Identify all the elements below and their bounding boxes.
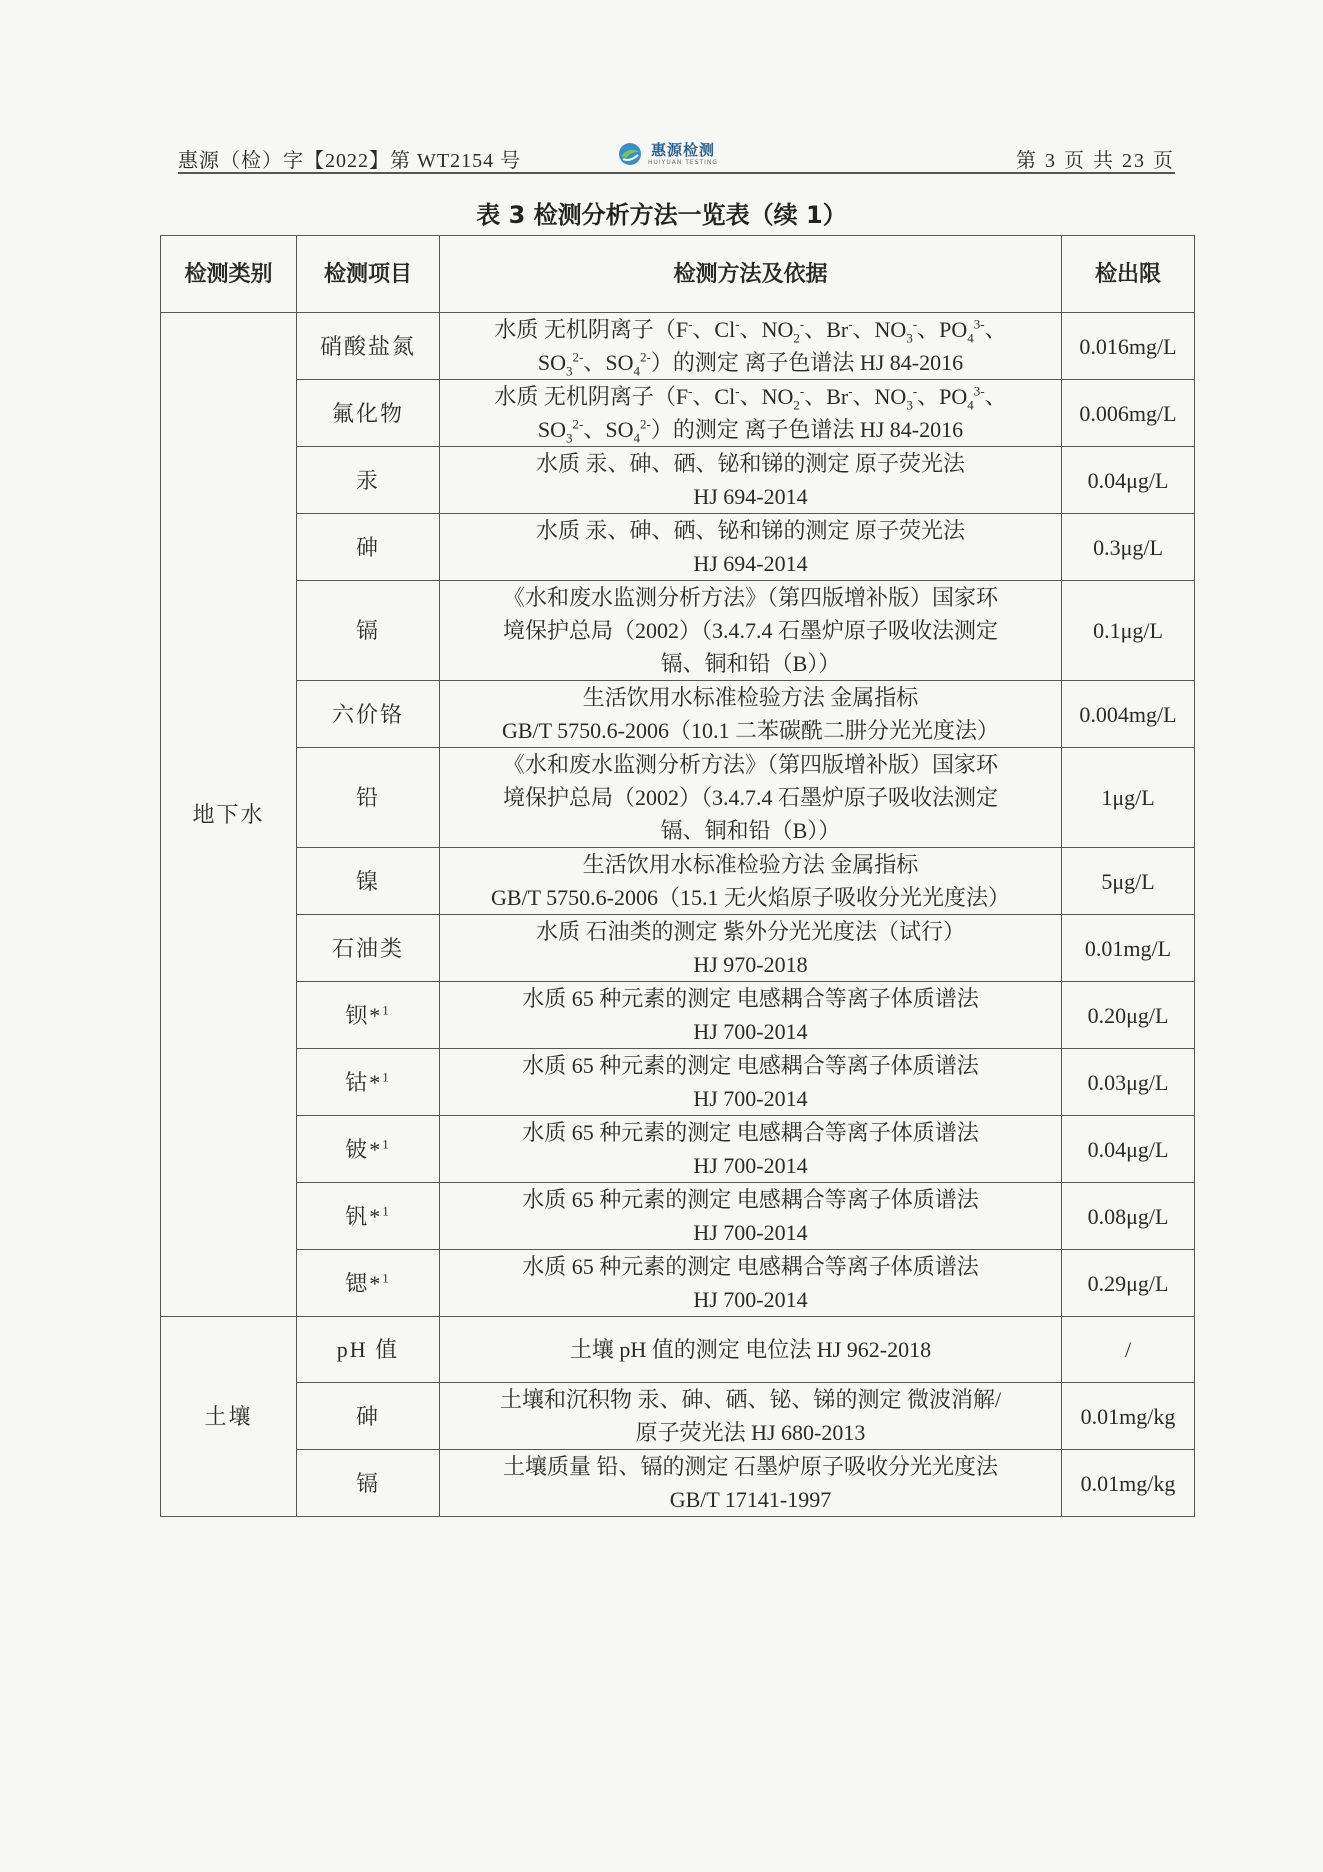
method-cell: 水质 65 种元素的测定 电感耦合等离子体质谱法 HJ 700-2014 xyxy=(440,1116,1062,1183)
methods-table xyxy=(160,235,1195,1517)
method-cell: 《水和废水监测分析方法》（第四版增补版）国家环 境保护总局（2002）（3.4.7.4 石墨炉原子吸收法测定 镉、铜和铅（B）） xyxy=(440,581,1062,681)
limit-cell: 5μg/L xyxy=(1062,848,1195,915)
table-row xyxy=(161,748,1195,848)
table-row xyxy=(161,1183,1195,1250)
method-cell: 水质 65 种元素的测定 电感耦合等离子体质谱法 HJ 700-2014 xyxy=(440,1183,1062,1250)
limit-cell: 0.01mg/L xyxy=(1062,915,1195,982)
method-cell: 土壤 pH 值的测定 电位法 HJ 962-2018 xyxy=(440,1317,1062,1383)
item-cell: 钒*$^1$ xyxy=(297,1183,440,1250)
method-cell: 水质 65 种元素的测定 电感耦合等离子体质谱法 HJ 700-2014 xyxy=(440,1250,1062,1317)
item-cell: 镉 xyxy=(297,1450,440,1517)
method-cell: 水质 无机阴离子（F-、Cl-、$NO_2^-$、Br-、$NO_3^-$、$PO_4^{3-}$、 $SO_3^{2-}$、$SO_4^{2-}$）的测定 离子色谱法 HJ 84-2016 xyxy=(440,313,1062,380)
limit-cell: 0.04μg/L xyxy=(1062,447,1195,514)
table-row xyxy=(161,982,1195,1049)
table-row xyxy=(161,380,1195,447)
table-row xyxy=(161,915,1195,982)
method-cell: 土壤和沉积物 汞、砷、硒、铋、锑的测定 微波消解/ 原子荧光法 HJ 680-2013 xyxy=(440,1383,1062,1450)
limit-cell: 0.1μg/L xyxy=(1062,581,1195,681)
limit-cell: 0.01mg/kg xyxy=(1062,1450,1195,1517)
header-item: 检测项目 xyxy=(297,236,440,313)
item-cell: 氟化物 xyxy=(297,380,440,447)
table-body xyxy=(161,313,1195,1517)
method-cell: 水质 汞、砷、硒、铋和锑的测定 原子荧光法 HJ 694-2014 xyxy=(440,447,1062,514)
item-cell: 锶*$^1$ xyxy=(297,1250,440,1317)
item-cell: 砷 xyxy=(297,1383,440,1450)
logo-icon xyxy=(618,142,642,166)
table-row xyxy=(161,514,1195,581)
table-row xyxy=(161,848,1195,915)
limit-cell: 1μg/L xyxy=(1062,748,1195,848)
method-cell: 水质 汞、砷、硒、铋和锑的测定 原子荧光法 HJ 694-2014 xyxy=(440,514,1062,581)
method-cell: 生活饮用水标准检验方法 金属指标 GB/T 5750.6-2006（15.1 无火焰原子吸收分光光度法） xyxy=(440,848,1062,915)
page-info: 第 3 页 共 23 页 xyxy=(1016,150,1175,172)
table-row xyxy=(161,1383,1195,1450)
table-row xyxy=(161,447,1195,514)
limit-cell: 0.20μg/L xyxy=(1062,982,1195,1049)
logo-text-en: HUIYUAN TESTING xyxy=(648,158,719,166)
method-cell: 水质 石油类的测定 紫外分光光度法（试行） HJ 970-2018 xyxy=(440,915,1062,982)
item-cell: 钡*$^1$ xyxy=(297,982,440,1049)
item-cell: 钴*$^1$ xyxy=(297,1049,440,1116)
table-row xyxy=(161,1049,1195,1116)
item-cell: 铍*$^1$ xyxy=(297,1116,440,1183)
table-row xyxy=(161,1250,1195,1317)
category-cell: 土壤 xyxy=(161,1317,297,1517)
limit-cell: 0.3μg/L xyxy=(1062,514,1195,581)
method-cell: 生活饮用水标准检验方法 金属指标 GB/T 5750.6-2006（10.1 二苯碳酰二肼分光光度法） xyxy=(440,681,1062,748)
item-cell: 汞 xyxy=(297,447,440,514)
header-method: 检测方法及依据 xyxy=(440,236,1062,313)
item-cell: 镍 xyxy=(297,848,440,915)
company-logo xyxy=(618,140,718,168)
limit-cell: 0.29μg/L xyxy=(1062,1250,1195,1317)
item-cell: 砷 xyxy=(297,514,440,581)
limit-cell: 0.006mg/L xyxy=(1062,380,1195,447)
page-header xyxy=(178,140,1175,174)
table-row xyxy=(161,581,1195,681)
table-header-row xyxy=(161,236,1195,313)
limit-cell: / xyxy=(1062,1317,1195,1383)
limit-cell: 0.004mg/L xyxy=(1062,681,1195,748)
limit-cell: 0.04μg/L xyxy=(1062,1116,1195,1183)
item-cell: 石油类 xyxy=(297,915,440,982)
item-cell: 硝酸盐氮 xyxy=(297,313,440,380)
table-row xyxy=(161,313,1195,380)
header-limit: 检出限 xyxy=(1062,236,1195,313)
method-cell: 《水和废水监测分析方法》（第四版增补版）国家环 境保护总局（2002）（3.4.7.4 石墨炉原子吸收法测定 镉、铜和铅（B）） xyxy=(440,748,1062,848)
limit-cell: 0.03μg/L xyxy=(1062,1049,1195,1116)
item-cell: 六价铬 xyxy=(297,681,440,748)
header-category: 检测类别 xyxy=(161,236,297,313)
category-cell: 地下水 xyxy=(161,313,297,1317)
method-cell: 水质 65 种元素的测定 电感耦合等离子体质谱法 HJ 700-2014 xyxy=(440,982,1062,1049)
table-caption: 表 3 检测分析方法一览表（续 1） xyxy=(476,201,847,229)
item-cell: pH 值 xyxy=(297,1317,440,1383)
limit-cell: 0.01mg/kg xyxy=(1062,1383,1195,1450)
logo-text-cn: 惠源检测 xyxy=(651,140,716,159)
limit-cell: 0.08μg/L xyxy=(1062,1183,1195,1250)
method-cell: 土壤质量 铅、镉的测定 石墨炉原子吸收分光光度法 GB/T 17141-1997 xyxy=(440,1450,1062,1517)
table-row xyxy=(161,1317,1195,1383)
method-cell: 水质 65 种元素的测定 电感耦合等离子体质谱法 HJ 700-2014 xyxy=(440,1049,1062,1116)
document-number: 惠源（检）字【2022】第 WT2154 号 xyxy=(178,150,522,172)
table-row xyxy=(161,1450,1195,1517)
table-row xyxy=(161,681,1195,748)
table-row xyxy=(161,1116,1195,1183)
method-cell: 水质 无机阴离子（F-、Cl-、$NO_2^-$、Br-、$NO_3^-$、$PO_4^{3-}$、 $SO_3^{2-}$、$SO_4^{2-}$）的测定 离子色谱法 HJ 84-2016 xyxy=(440,380,1062,447)
limit-cell: 0.016mg/L xyxy=(1062,313,1195,380)
item-cell: 镉 xyxy=(297,581,440,681)
item-cell: 铅 xyxy=(297,748,440,848)
